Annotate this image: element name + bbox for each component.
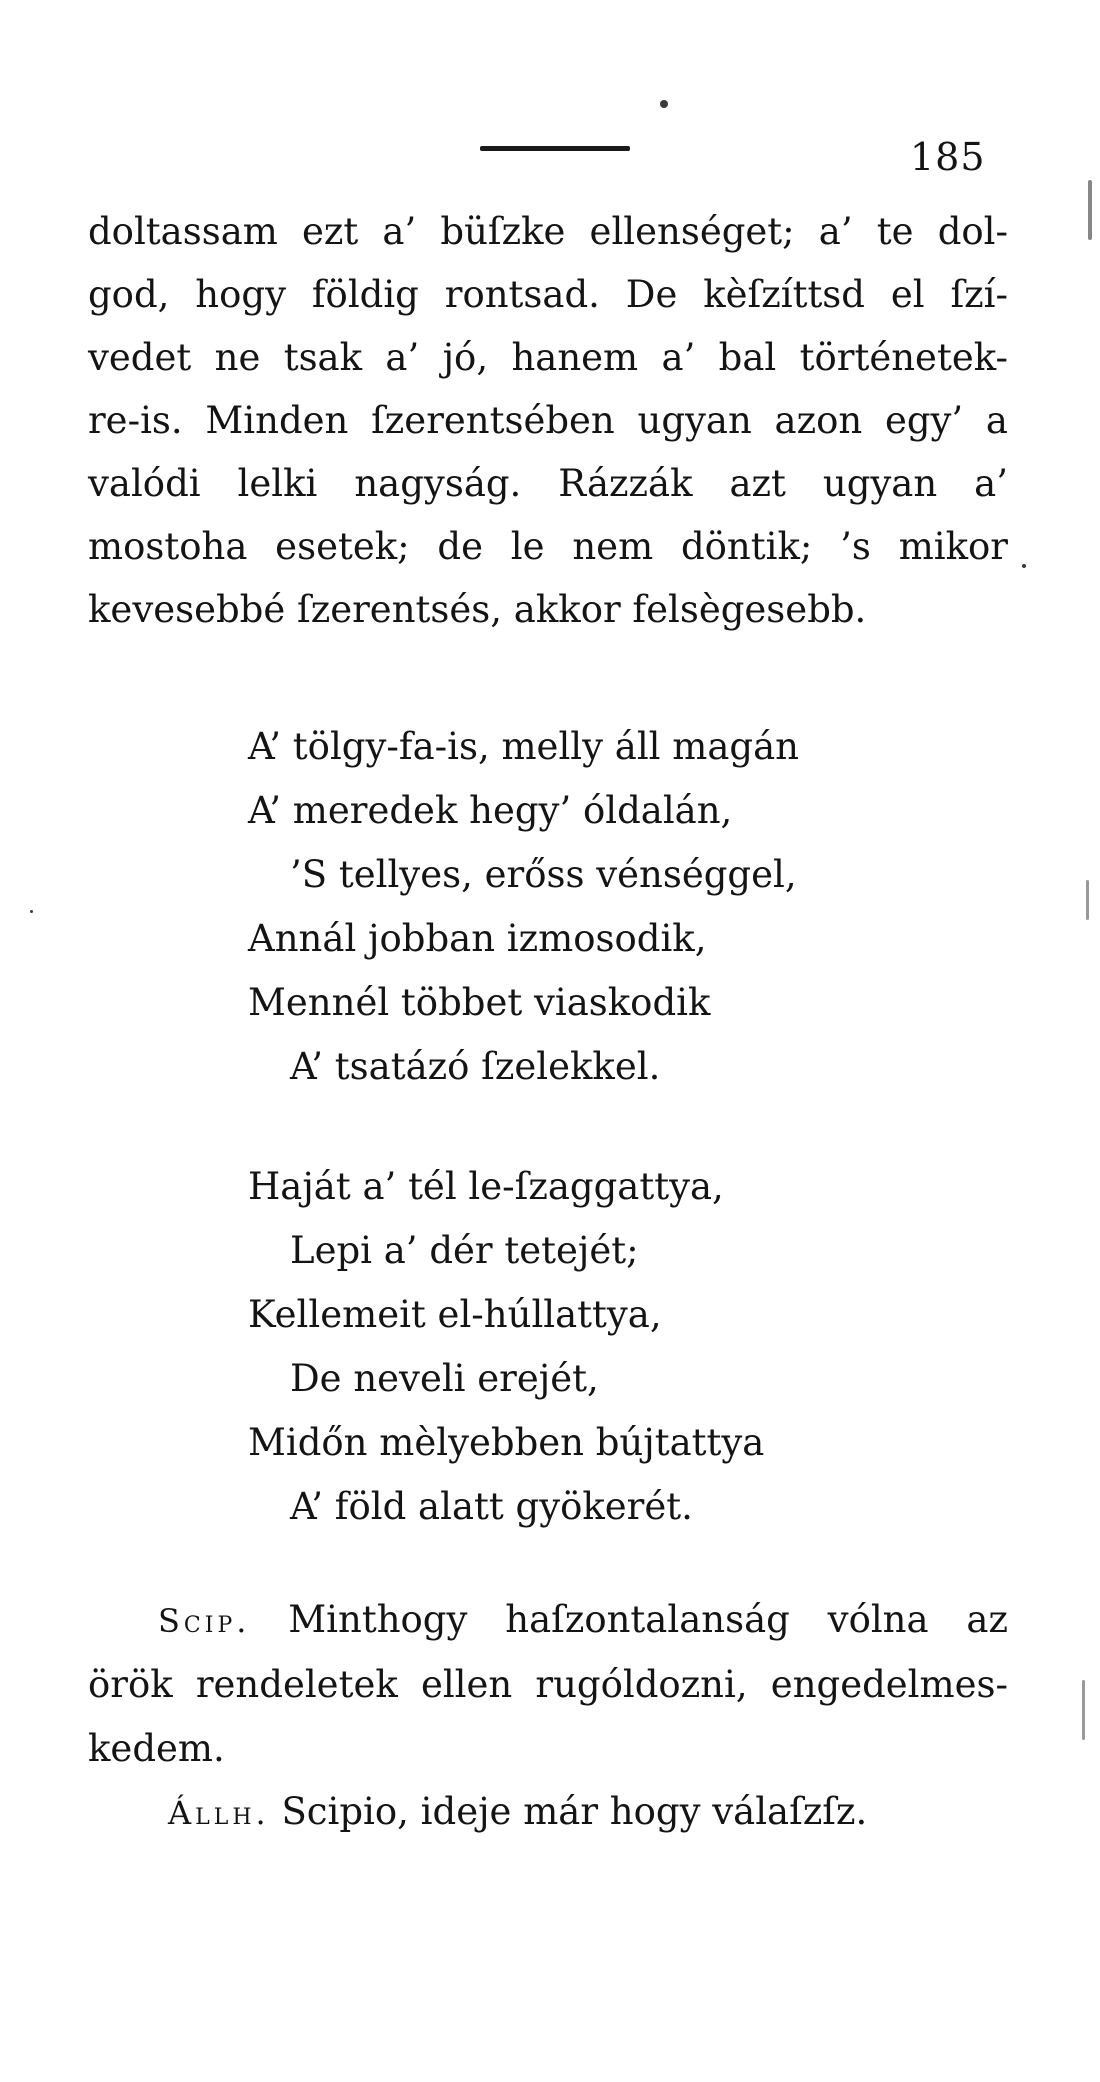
- scan-speck: [30, 910, 33, 913]
- prose-paragraph: [88, 200, 1008, 641]
- verse-line: Midőn mèlyebben bújtattya: [248, 1421, 765, 1464]
- prose-line: valódi lelki nagyság. Rázzák azt ugyan a’: [88, 462, 1008, 505]
- dialogue-line: kedem.: [88, 1727, 225, 1770]
- verse-line: A’ tsatázó ſzelekkel.: [290, 1045, 661, 1088]
- scan-speck: [660, 100, 668, 108]
- prose-line: vedet ne tsak a’ jó, hanem a’ bal történetek-: [88, 336, 1008, 379]
- verse-line: Haját a’ tél le-ſzaggattya,: [248, 1165, 724, 1208]
- verse-line: De neveli erejét,: [290, 1357, 599, 1400]
- speech-text: Minthogy haſzontalanság vólna az: [288, 1598, 1008, 1641]
- scan-speck: [1086, 880, 1089, 920]
- scan-speck: [1082, 1680, 1085, 1740]
- scan-speck: [1022, 564, 1026, 568]
- page-number: 185: [910, 135, 986, 179]
- speaker-name: Állh.: [168, 1794, 270, 1832]
- dialogue-line: örök rendeletek ellen rugóldozni, engedelmes-: [88, 1663, 1008, 1706]
- verse-line: A’ meredek hegy’ óldalán,: [248, 789, 733, 832]
- verse-line: A’ föld alatt gyökerét.: [290, 1485, 693, 1528]
- prose-line: kevesebbé ſzerentsés, akkor felsègesebb.: [88, 588, 867, 631]
- verse-line: Lepi a’ dér tetejét;: [290, 1229, 639, 1272]
- dialogue-line: [168, 1780, 867, 1845]
- prose-line: re-is. Minden ſzerentsében ugyan azon egy’ a: [88, 399, 1008, 442]
- prose-line: mostoha esetek; de le nem döntik; ’s mikor: [88, 525, 1008, 568]
- speech-text: Scipio, ideje már hogy válaſzſz.: [281, 1790, 868, 1833]
- verse-line: ’S tellyes, erőss vénséggel,: [290, 853, 797, 896]
- verse-line: Mennél többet viaskodik: [248, 981, 711, 1024]
- prose-line: doltassam ezt a’ büſzke ellenséget; a’ te dol-: [88, 210, 1008, 253]
- header-rule: [480, 146, 630, 151]
- speaker-name: Scip.: [158, 1602, 251, 1640]
- verse-line: Annál jobban izmosodik,: [248, 917, 707, 960]
- poem-stanza-1: [248, 715, 948, 1099]
- dialogue-line: [88, 1588, 1008, 1653]
- dialogue-block: [88, 1588, 1008, 1781]
- verse-line: Kellemeit el-húllattya,: [248, 1293, 662, 1336]
- scan-speck: [1088, 180, 1092, 240]
- verse-line: A’ tölgy-fa-is, melly áll magán: [248, 725, 799, 768]
- prose-line: god, hogy földig rontsad. De kèſzíttsd el ſzí-: [88, 273, 1008, 316]
- poem-stanza-2: [248, 1155, 948, 1539]
